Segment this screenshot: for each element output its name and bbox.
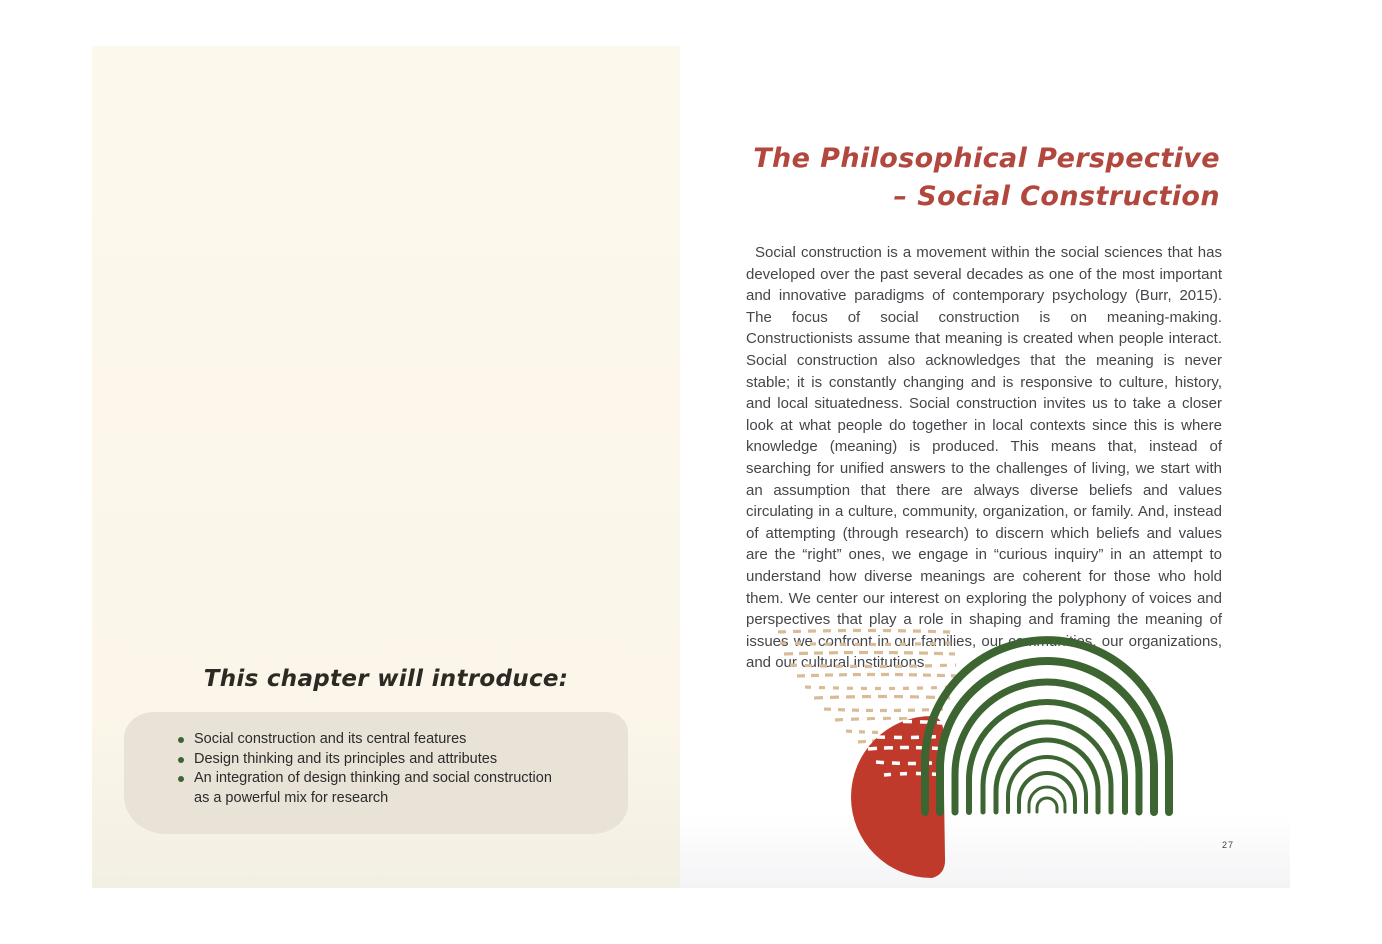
page-number: 27 bbox=[1221, 840, 1234, 850]
left-page bbox=[92, 46, 680, 888]
bullet-icon bbox=[178, 776, 184, 782]
chapter-intro-box bbox=[124, 712, 628, 834]
list-item bbox=[178, 730, 570, 750]
green-arcs bbox=[925, 640, 1169, 812]
chapter-title bbox=[753, 140, 1220, 216]
right-page bbox=[680, 46, 1290, 888]
chapter-intro-list bbox=[124, 712, 628, 808]
body-paragraph: Social construction is a movement within the social sciences that has developed over the past several decades as one of the most important and innovative paradigms of contemporary psychology (Burr, 2015). The focus of social construction is on meaning-making. Constructionists assume that meaning is created when people interact. Social construction also acknowledges that the meaning is never stable; it is constantly changing and is responsive to culture, history, and local situatedness. Social construction invites us to take a closer look at what people do together in local contexts since this is where knowledge (meaning) is produced. This means that, instead of searching for unified answers to the challenges of living, we start with an assumption that there are always diverse beliefs and values circulating in a culture, community, organization, or family. And, instead of attempting (through research) to discern which beliefs and values are the “right” ones, we engage in “curious inquiry” in an attempt to understand how diverse meanings are coherent for those who hold them. We center our interest on exploring the polyphony of voices and perspectives that play a role in shaping and framing the meaning of issues we confront in our families, our communities, our organizations, and our cultural institutions. bbox=[746, 244, 1222, 672]
list-item-label: An integration of design thinking and social construction as a powerful mix for research bbox=[194, 770, 552, 806]
rainbow-illustration bbox=[760, 600, 1220, 890]
bullet-icon bbox=[178, 737, 184, 743]
chapter-title-line2: – Social Construction bbox=[893, 181, 1220, 212]
chapter-intro-heading: This chapter will introduce: bbox=[203, 666, 569, 692]
chapter-title-line1: The Philosophical Perspective bbox=[753, 143, 1220, 174]
list-item bbox=[178, 769, 570, 808]
list-item-label: Social construction and its central features bbox=[194, 731, 467, 747]
list-item bbox=[178, 750, 570, 770]
bullet-icon bbox=[178, 757, 184, 763]
list-item-label: Design thinking and its principles and attributes bbox=[194, 750, 498, 767]
